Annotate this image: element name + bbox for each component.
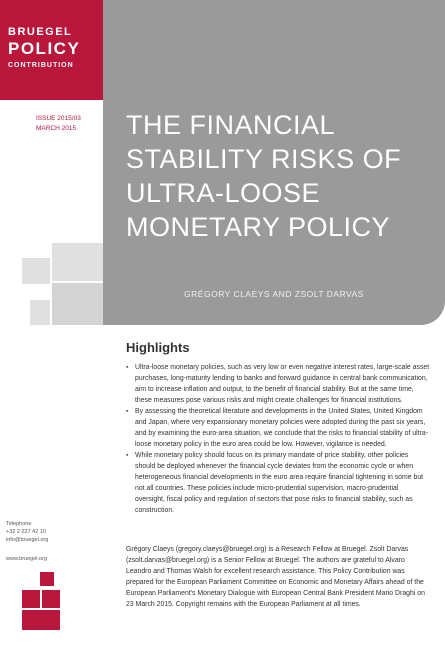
decor-square xyxy=(52,283,103,325)
decor-square xyxy=(30,300,50,325)
author-footnote: Grégory Claeys (gregory.claeys@bruegel.org) is a Research Fellow at Bruegel. Zsolt Darvas (zsolt.darvas@bruegel.org) is a Senior Fellow at Bruegel. The authors are grateful to Alvaro Leandro and Thomas Walsh for excellent research assistance. This Policy Contribution was prepared for the European Parliament Committee on Economic and Monetary Affairs ahead of the European Parliament's Monetary Dialogue with European Central Bank President Mario Draghi on 23 March 2015. Copyright remains with the European Parliament at all times. xyxy=(126,546,425,608)
list-item: ▪ Ultra-loose monetary policies, such as very low or even negative interest rates, large-scale asset purchases, long-maturity lending to banks and forward guidance in central bank communication, aim to increase inflation and output, to the benefit of financial stability. But at the same time, these measures pose various risks and might create challenges for financial institutions. xyxy=(126,362,430,406)
logo-square xyxy=(22,590,40,608)
highlights-heading: Highlights xyxy=(126,340,190,355)
website-link[interactable]: www.bruegel.org xyxy=(6,556,47,562)
telephone-label: Telephone xyxy=(6,521,32,527)
brand-line-2: POLICY xyxy=(8,39,81,58)
decor-square xyxy=(52,243,103,281)
contact-info xyxy=(6,520,48,544)
brand-line-3: CONTRIBUTION xyxy=(8,62,74,69)
logo-square xyxy=(22,610,60,630)
logo-square xyxy=(40,572,54,586)
brand-line-1: BRUEGEL xyxy=(8,26,73,38)
decor-square xyxy=(22,258,50,284)
logo-square xyxy=(42,590,60,608)
authors: GRÉGORY CLAEYS AND ZSOLT DARVAS xyxy=(184,289,364,299)
list-item: ▪ While monetary policy should focus on its primary mandate of price stability, other policies should be deployed whenever the financial cycle deviates from the economic cycle or when heterogeneous financial developments in the euro area require financial tightening in some but not all countries. These policies include micro-prudential supervision, macro-prudential oversight, fiscal policy and regulation of sectors that pose risks to financial stability, such as construction. xyxy=(126,450,430,516)
contact-email[interactable]: info@bruegel.org xyxy=(6,537,49,543)
issue-number: ISSUE 2015/03 xyxy=(36,115,81,122)
list-item: ▪ By assessing the theoretical literature and developments in the United States, United Kingdom and Japan, where very expansionary monetary policies were adopted during the past six years, and by examining the euro-area situation, we conclude that the risks to financial stability of ultra-loose monetary policy in the euro area could be low. However, vigilance is needed. xyxy=(126,406,430,450)
issue-date: MARCH 2015 xyxy=(36,125,77,132)
document-title: THE FINANCIAL STABILITY RISKS OF ULTRA-LOOSE MONETARY POLICY xyxy=(126,110,402,242)
telephone-number: +32 2 227 42 10 xyxy=(6,529,46,535)
highlights-list xyxy=(126,362,430,516)
issue-info xyxy=(36,114,100,134)
brand-block xyxy=(0,0,103,100)
